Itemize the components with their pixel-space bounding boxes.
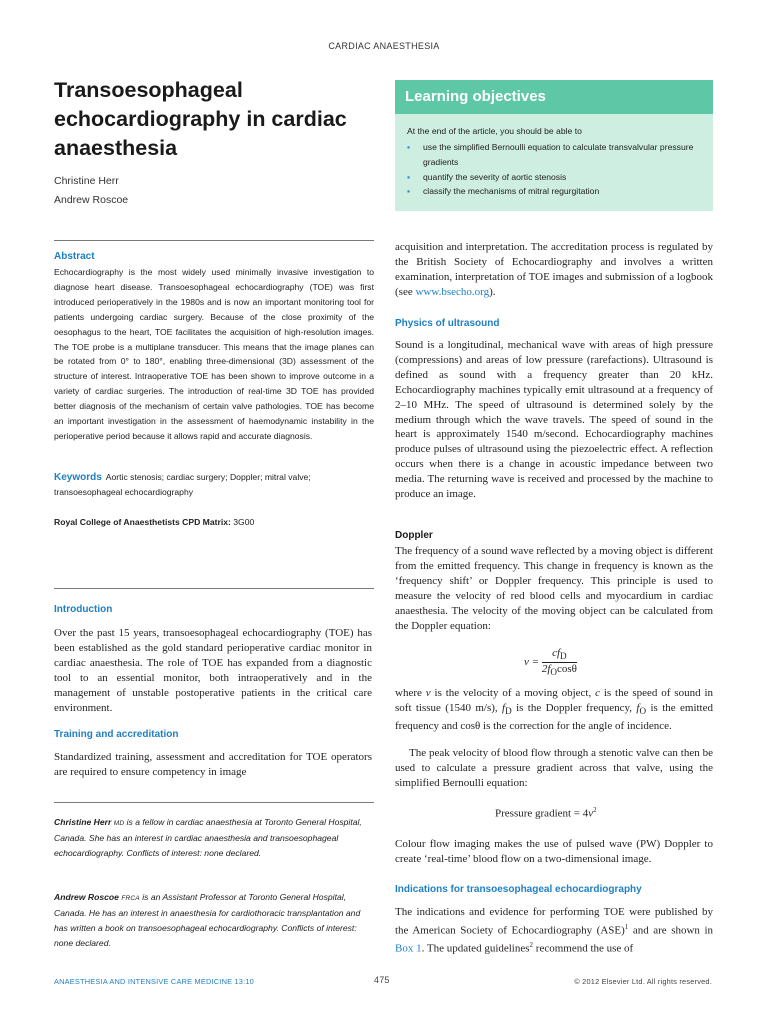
physics-heading: Physics of ultrasound xyxy=(395,318,500,329)
bio-degree: FRCA xyxy=(121,895,140,902)
footer-journal: ANAESTHESIA AND INTENSIVE CARE MEDICINE 13:10 xyxy=(54,977,254,986)
abstract-heading: Abstract xyxy=(54,251,95,262)
indications-text: The indications and evidence for performing TOE were published by the American Society of Echocardiography (ASE)$^1$ and are shown in Box 1. The updated guidelines$^2$ recommend the use of xyxy=(395,906,714,956)
cpd-matrix xyxy=(54,517,254,527)
learning-objectives-header xyxy=(395,80,713,114)
keywords xyxy=(54,470,374,500)
doppler-where-text: where v is the velocity of a moving object, c is the speed of sound in soft tissue (1540 m/s), $f_D$ is the Doppler frequency, $f_O$ is the emitted frequency and cosθ is the correction for the angle of incidence. xyxy=(395,687,713,732)
colour-flow-text: Colour flow imaging makes the use of pulsed wave (PW) Doppler to create ‘real-time’ blood flow on a two-dimensional image. xyxy=(395,838,713,865)
doppler-equation xyxy=(524,647,577,678)
bio-text: is a fellow in cardiac anaesthesia at Toronto General Hospital, Canada. She has an interest in cardiac anaesthesia and transoesophageal echocardiography. Conflicts of interest: none declared. xyxy=(54,817,362,858)
running-head: CARDIAC ANAESTHESIA xyxy=(328,41,440,51)
physics-text: Sound is a longitudinal, mechanical wave with areas of high pressure (compressions) and areas of low pressure (rarefactions). Ultrasound is defined as sound with a frequency greater than 20 kHz. Echocardiography machines typically emit ultrasound at a frequency of 2–10 MHz. The speed of ultrasound is determined solely by the medium through which the wave travels. The speed of sound in the heart is approximately 1540 m/second. Echocardiography machines produce pulses of ultrasound using the piezoelectric effect. A reflection occurs when there is a change in acoustic impedance between two media. The returning wave is received and processed by the machine to produce an image. xyxy=(395,339,713,501)
training-text: Standardized training, assessment and accreditation for TOE operators are required to ensure competency in image xyxy=(54,751,372,778)
learning-objectives-list xyxy=(407,140,707,199)
abstract-text: Echocardiography is the most widely used minimally invasive investigation to diagnose heart disease. Transoesophageal echocardiography (TOE) was first introduced perioperatively in the 1980s and is now an important monitoring tool for patients undergoing cardiac surgery. Because of the close proximity of the oesophagus to the heart, TOE facilitates the acquisition of high-resolution images. The TOE probe is a multiplane transducer. This means that the image planes can be rotated from 0° to 180°, enabling three-dimensional (3D) assessment of the structure of interest. Intraoperative TOE has been shown to improve outcome in a variety of cardiac surgeries. The introduction of real-time 3D TOE has provided better diagnosis of the mechanism of certain valve pathologies. TOE has become an important investigation in the assessment of haemodynamic instability in the perioperative period because it allows rapid and accurate diagnosis. xyxy=(54,267,374,441)
bullet-icon: ▪ xyxy=(407,171,411,182)
introduction-heading: Introduction xyxy=(54,604,113,615)
box-1-link[interactable]: Box 1 xyxy=(395,943,422,956)
equation-lhs: v = xyxy=(524,656,540,669)
bio-name: Christine Herr xyxy=(54,817,112,827)
reference-1[interactable]: 1 xyxy=(624,922,629,931)
bio-degree: MD xyxy=(113,820,125,827)
bio-name: Andrew Roscoe xyxy=(54,892,119,902)
abstract-rule xyxy=(54,240,374,241)
cpd-label: Royal College of Anaesthetists CPD Matrix: xyxy=(54,517,231,527)
cpd-value: 3G00 xyxy=(233,517,255,527)
bullet-icon: ▪ xyxy=(407,186,411,197)
author-1: Christine Herr xyxy=(54,175,119,187)
training-heading: Training and accreditation xyxy=(54,729,179,740)
doppler-heading: Doppler xyxy=(395,530,433,541)
doppler-peak-text: The peak velocity of blood flow through a stenotic valve can then be used to calculate a pressure gradient across that valve, using the simplified Bernoulli equation: xyxy=(395,747,713,789)
doppler-text: The frequency of a sound wave reflected by a moving object is different from the emitted frequency. This change in frequency is known as the ‘frequency shift’ or Doppler frequency. This principle is used to measure the velocity of red blood cells and myocardium in cardiac anaesthesia. The velocity of the moving object can be calculated from the Doppler equation: xyxy=(395,545,713,632)
bullet-icon: ▪ xyxy=(407,142,411,152)
training-continuation: acquisition and interpretation. The accreditation process is regulated by the British Society of Echocardiography and involves a written examination, interpretation of TOE images and submission of a logbook (see www.bsecho.org). xyxy=(395,241,713,298)
learning-objectives-intro: At the end of the article, you should be able to xyxy=(407,126,582,136)
list-item: ▪ use the simplified Bernoulli equation to calculate transvalvular pressure gradients xyxy=(407,142,694,167)
reference-2[interactable]: 2 xyxy=(529,941,534,950)
intro-rule xyxy=(54,588,374,589)
bio-text: is an Assistant Professor at Toronto General Hospital, Canada. He has an interest in anaesthesia for cardiothoracic transplantation and has written a book on transoesophageal echocardiography. Conflicts of interest: none declared. xyxy=(54,892,361,948)
learning-objectives-heading: Learning objectives xyxy=(405,88,546,105)
indications-heading: Indications for transoesophageal echocardiography xyxy=(395,884,642,895)
bio-rule xyxy=(54,802,374,803)
bio-herr xyxy=(54,815,374,861)
article-title: Transoesophageal echocardiography in cardiac anaesthesia xyxy=(54,78,347,160)
author-2: Andrew Roscoe xyxy=(54,194,129,206)
keywords-heading: Keywords xyxy=(54,472,102,483)
introduction-text: Over the past 15 years, transoesophageal echocardiography (TOE) has been established as the gold standard perioperative cardiac monitor in cardiac anaesthesia. The role of TOE has expanded from a diagnostic tool to an essential monitor, both intraoperatively and in the management of unstable postoperative patients in the critical care environment. xyxy=(54,627,372,714)
bio-roscoe xyxy=(54,890,374,951)
list-item: ▪ quantify the severity of aortic stenosis xyxy=(407,170,707,185)
bsecho-link[interactable]: www.bsecho.org xyxy=(415,285,490,298)
footer-page-number: 475 xyxy=(374,975,390,985)
list-item: ▪ classify the mechanisms of mitral regurgitation xyxy=(407,184,707,199)
footer-copyright: © 2012 Elsevier Ltd. All rights reserved. xyxy=(574,977,712,986)
bernoulli-equation: Pressure gradient = $4v^2$ xyxy=(495,806,597,820)
equation-fraction: $\frac{cf_D}{2f_O\cos\theta}$ xyxy=(541,647,577,678)
keywords-text: Aortic stenosis; cardiac surgery; Doppler; mitral valve; transoesophageal echocardiography xyxy=(54,472,311,497)
